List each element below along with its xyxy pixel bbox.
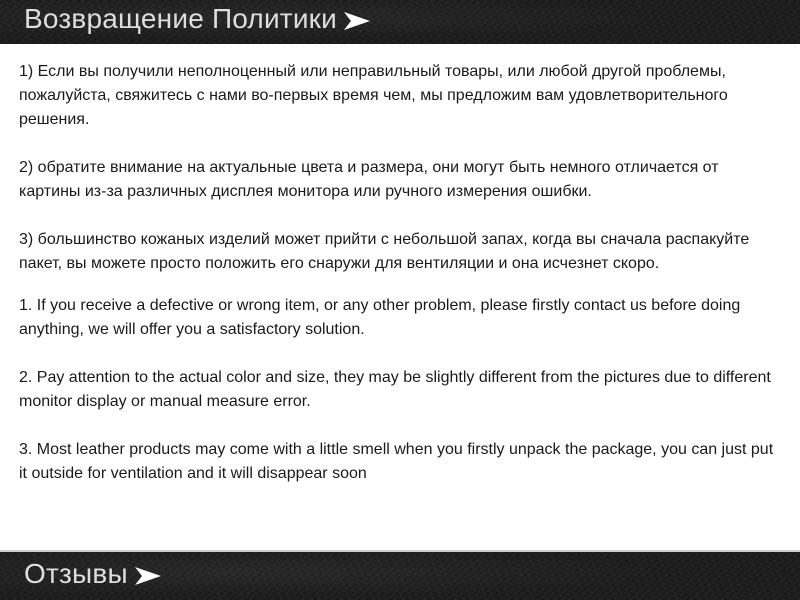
return-policy-heading: [24, 5, 371, 33]
reviews-heading: [24, 560, 162, 588]
return-policy-banner: [0, 0, 800, 44]
reviews-title: Отзывы: [24, 558, 128, 589]
reviews-banner: [0, 550, 800, 600]
policy-ru-item: 3) большинство кожаных изделий может прийти с небольшой запах, когда вы сначала распакуйте пакет, вы можете просто положить его снаружи для вентиляции и она исчезнет скоро.: [19, 231, 750, 272]
arrow-right-icon: [343, 10, 371, 32]
arrow-right-icon: [134, 565, 162, 587]
policy-en-item: 2. Pay attention to the actual color and size, they may be slightly different from the pictures due to different monitor display or manual measure error.: [19, 369, 771, 410]
policy-ru-item: 1) Если вы получили неполноценный или неправильный товары, или любой другой проблемы, пожалуйста, свяжитесь с нами во-первых время чем, мы предложим вам удовлетворительного решения.: [19, 63, 728, 128]
policy-russian: [19, 60, 779, 276]
policy-en-item: 1. If you receive a defective or wrong item, or any other problem, please firstly contact us before doing anything, we will offer you a satisfactory solution.: [19, 297, 741, 338]
policy-content: [19, 60, 779, 486]
return-policy-title: Возвращение Политики: [24, 3, 337, 34]
policy-english: [19, 294, 779, 486]
policy-en-item: 3. Most leather products may come with a little smell when you firstly unpack the package, you can just put it outside for ventilation and it will disappear soon: [19, 441, 774, 482]
policy-ru-item: 2) обратите внимание на актуальные цвета и размера, они могут быть немного отличается от картины из-за различных дисплея монитора или ручного измерения ошибки.: [19, 159, 719, 200]
